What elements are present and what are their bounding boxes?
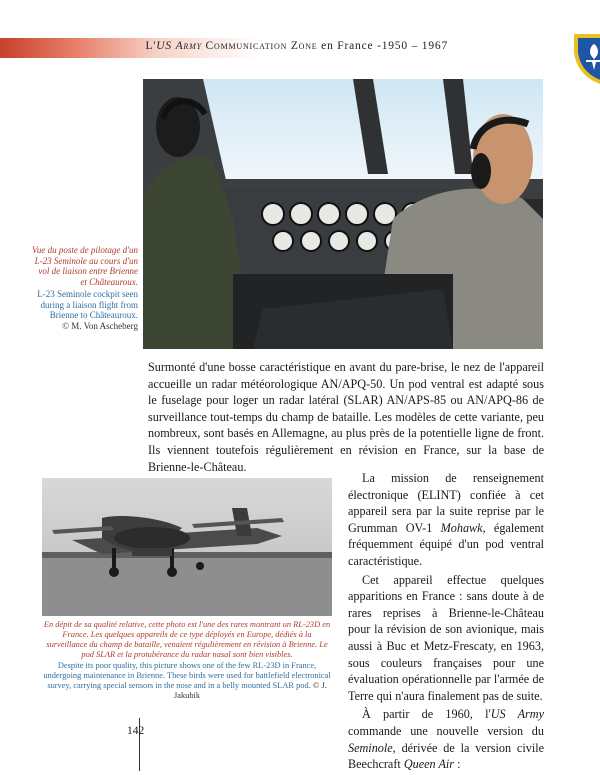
main-paragraph: Surmonté d'une bosse caractéristique en avant du pare-brise, le nez de l'appareil accueille un radar météorologique AN/APQ-50. Un pod ventral est adapté sous le fuselage pour loger un radar latéral (SLAR) AN/APS-85 ou AN/APQ-86 de surveillance tout-temps du champ de bataille. Les modèles de cette variante, peu nombreux, sont basés en Allemagne, au plus près de la potentielle ligne de front. Ils viennent toutefois régulièrement en révision en France, sur la base de Brienne-le-Château. (148, 360, 544, 474)
running-header: L'US Army Communication Zone en France -1950 – 1967 (145, 40, 448, 52)
aircraft-photo (42, 478, 332, 616)
page-number: 142 (127, 725, 145, 737)
caption-english: Despite its poor quality, this picture shows one of the few RL-23D in France, undergoing maintenance in Brienne. These birds were used for battlefield electronical survey, carrying special sensors in the nose and in a belly mounted SLAR pod. © J. Jakubik (43, 661, 331, 700)
aircraft-photo-caption (42, 620, 332, 701)
cockpit-photo (143, 79, 543, 349)
cockpit-photo-caption (30, 245, 138, 331)
column-paragraph-2: Cet appareil effectue quelques apparitions en France : sans doute à de rares reprises à Brienne-le-Château pour la révision de son avionique, mais aussi à Buc et Metz-Frescaty, en 1963, sous couleurs françaises pour une évaluation opérationnelle par l'armée de Terre qui n'aura finalement pas de suite. (348, 572, 544, 703)
right-column-text (348, 470, 544, 775)
photo-credit: © J. Jakubik (173, 681, 327, 700)
caption-english: L-23 Seminole cockpit seen during a liaison flight from Brienne to Châteauroux. (37, 289, 138, 320)
photo-credit: © M. Von Ascheberg (62, 320, 138, 331)
column-paragraph-1: La mission de renseignement électronique (ELINT) confiée à cet appareil sera par la suite reprise par le Grumman OV-1 Mohawk, également fréquemment équipé d'un pod ventral caractéristique. (348, 471, 544, 568)
caption-french: En dépit de sa qualité relative, cette photo est l'une des rares montrant un RL-23D en France. Les quelques appareils de ce type déployés en Europe, dédiés à la surveillance du champ de bataille, venaient régulièrement en révision à Brienne. Le pod SLAR et la protubérance du radar nasal sont bien visibles. (43, 620, 331, 659)
column-paragraph-3: À partir de 1960, l'US Army commande une nouvelle version du Seminole, dérivée de la version civile Beechcraft Queen Air : (348, 707, 545, 772)
caption-french: Vue du poste de pilotage d'un L-23 Seminole au cours d'un vol de liaison entre Brienne et Châteauroux. (32, 245, 138, 287)
unit-badge-icon (572, 30, 600, 90)
